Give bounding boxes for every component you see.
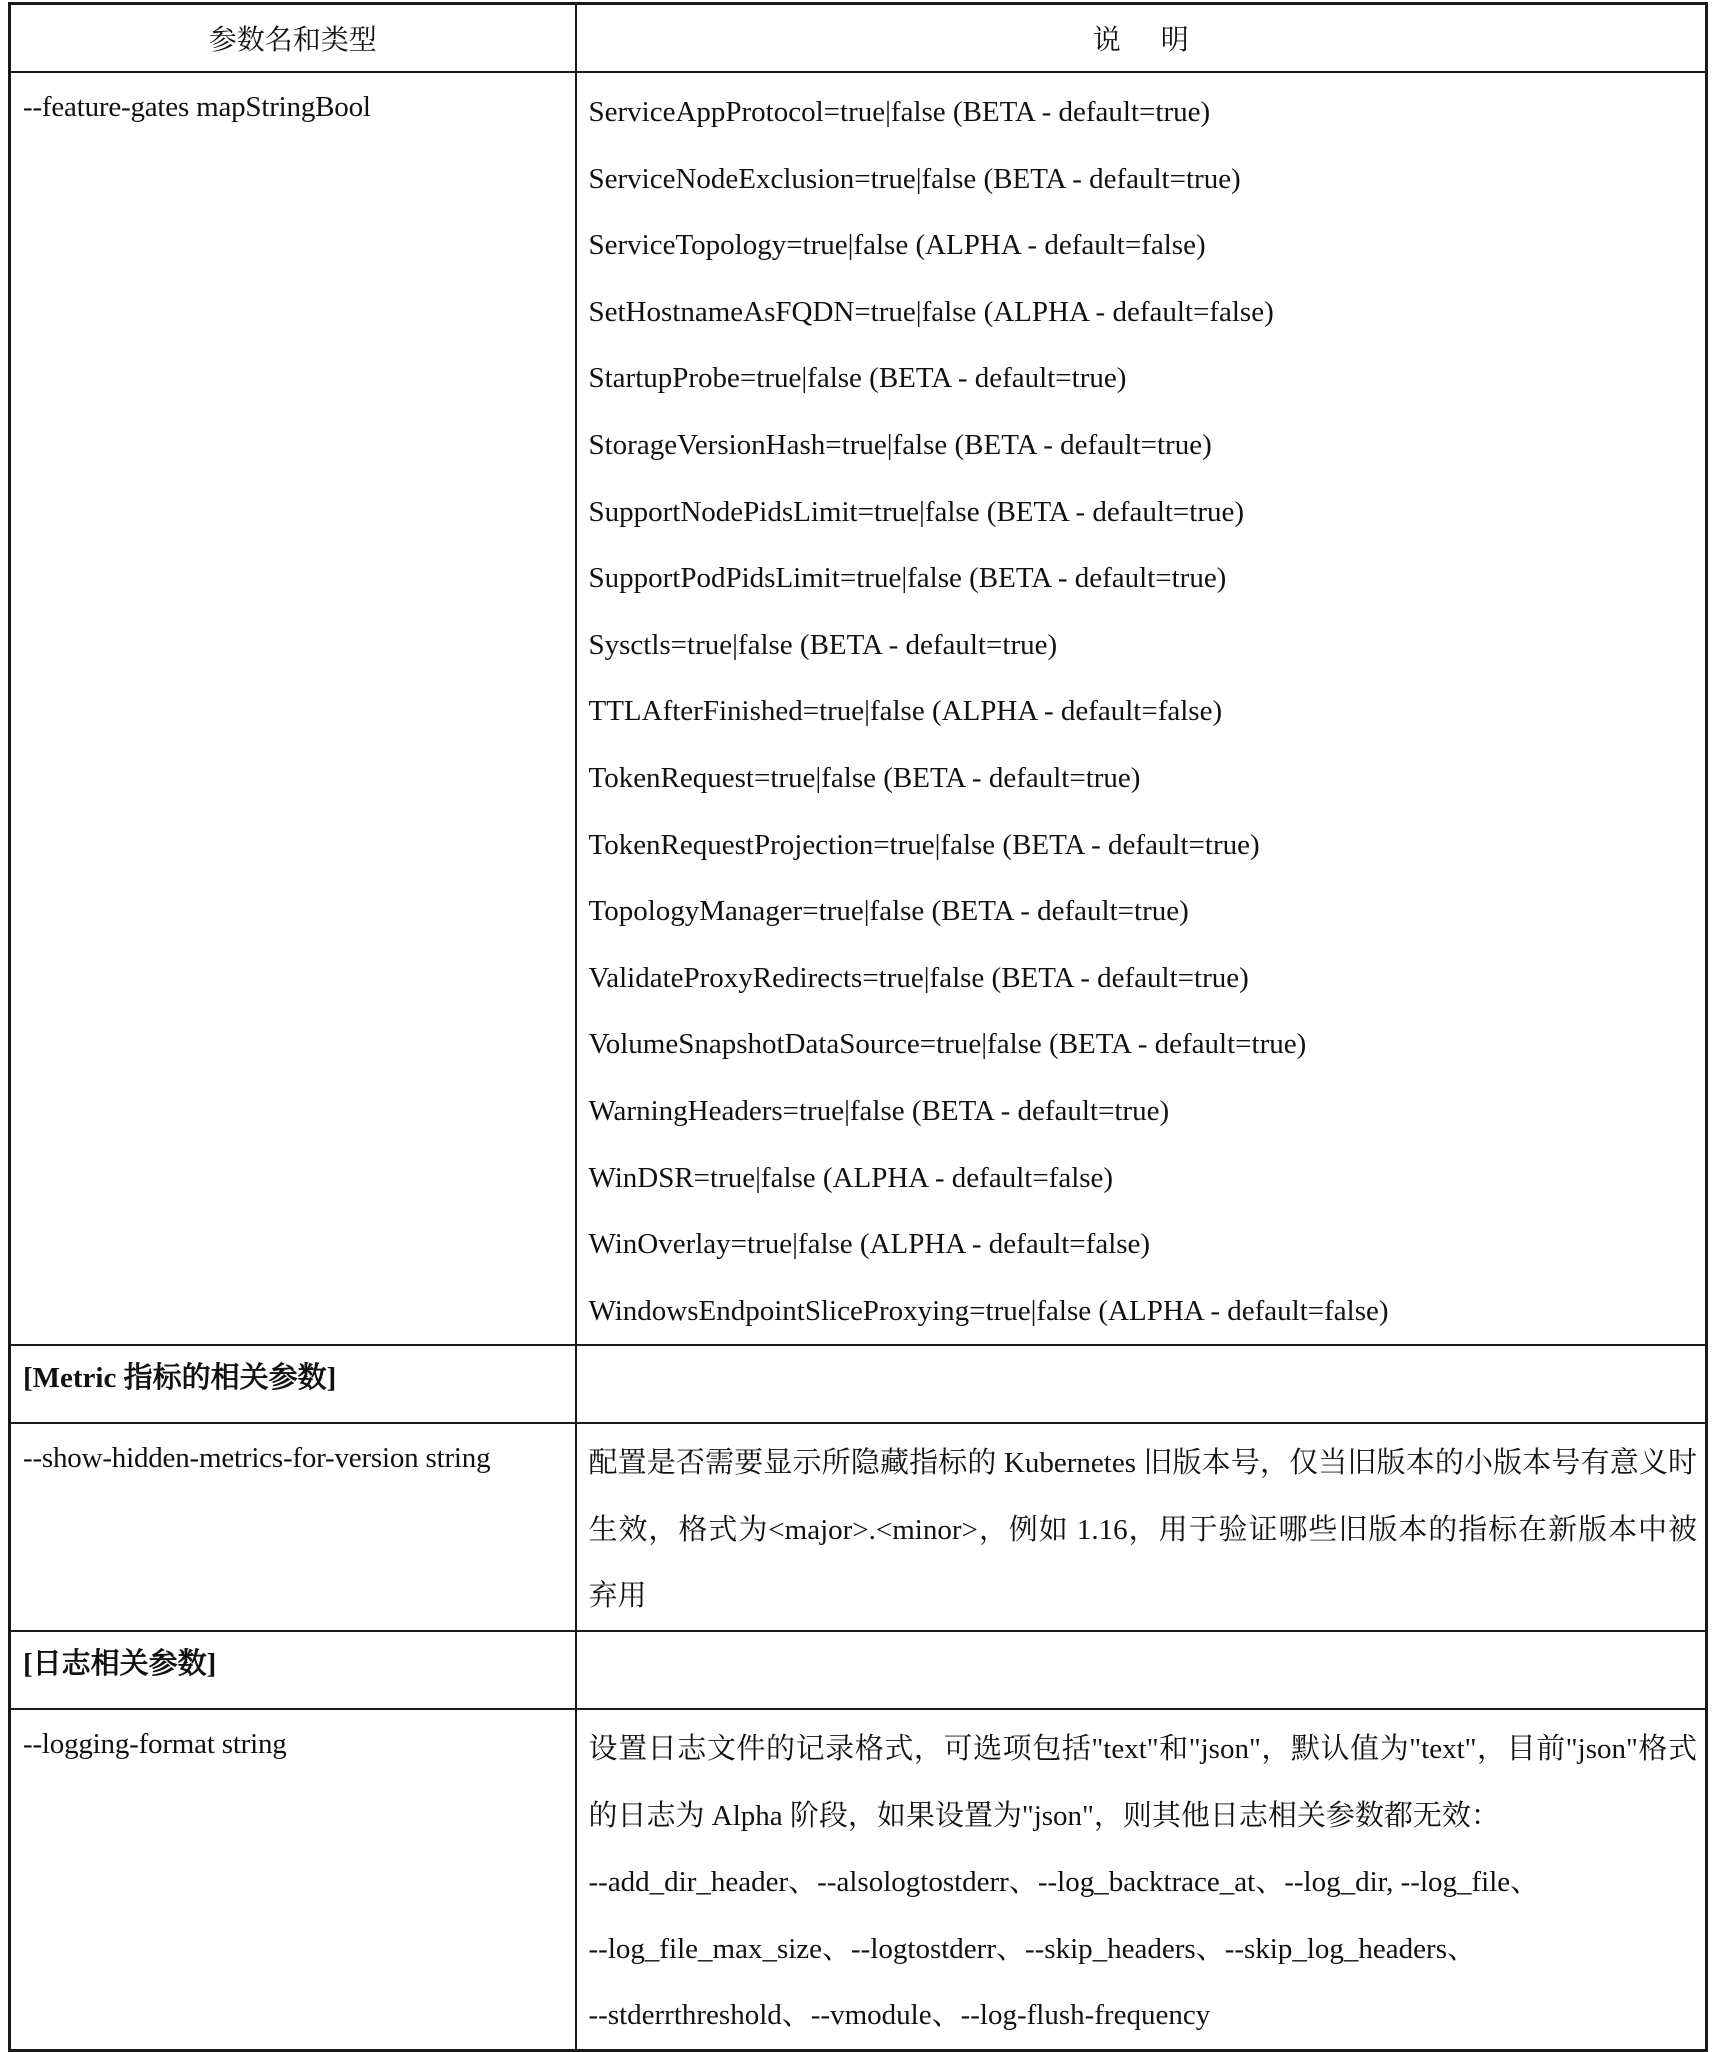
feature-gate-line: ServiceNodeExclusion=true|false (BETA - default=true) [588,162,1241,195]
table-row [10,1709,1707,2050]
feature-gate-line: ValidateProxyRedirects=true|false (BETA - default=true) [588,961,1249,994]
table-row [10,72,1707,1345]
feature-gate-line: TopologyManager=true|false (BETA - default=true) [588,895,1189,928]
feature-gate-line: Sysctls=true|false (BETA - default=true) [588,628,1058,661]
feature-gate-line: WinOverlay=true|false (ALPHA - default=false) [588,1228,1151,1261]
feature-gate-line: WarningHeaders=true|false (BETA - default=true) [588,1094,1170,1127]
feature-gate-line: StorageVersionHash=true|false (BETA - default=true) [588,428,1212,461]
feature-gate-line: WindowsEndpointSliceProxying=true|false (ALPHA - default=false) [588,1294,1389,1327]
description-text: 设置日志文件的记录格式，可选项包括"text"和"json"，默认值为"text"，目前"json"格式的日志为 Alpha 阶段，如果设置为"json"，则其他日志相关参数都无效： [588,1733,1697,1832]
section-title-logging: [日志相关参数] [10,1631,576,1709]
table-row [10,1423,1707,1631]
feature-gate-line: StartupProbe=true|false (BETA - default=true) [588,362,1127,395]
param-desc-logging-format [576,1709,1707,2050]
section-row-logging [10,1631,1707,1709]
feature-gate-line: ServiceAppProtocol=true|false (BETA - default=true) [588,96,1211,128]
logging-flags-line: --stderrthreshold、--vmodule、--log-flush-frequency [588,1999,1211,2032]
section-empty-cell [576,1345,1707,1423]
logging-flags-line: --add_dir_header、--alsologtostderr、--log_backtrace_at、--log_dir, --log_file、 [588,1866,1540,1899]
header-description: 说明 [576,4,1707,73]
feature-gate-line: TokenRequest=true|false (BETA - default=true) [588,761,1141,794]
param-desc-feature-gates [576,72,1707,1345]
header-row [10,4,1707,73]
feature-gate-line: ServiceTopology=true|false (ALPHA - default=false) [588,229,1206,262]
feature-gate-line: TTLAfterFinished=true|false (ALPHA - default=false) [588,695,1223,728]
section-row-metric [10,1345,1707,1423]
description-text: 配置是否需要显示所隐藏指标的 Kubernetes 旧版本号，仅当旧版本的小版本号有意义时生效，格式为<major>.<minor>，例如 1.16，用于验证哪些旧版本的指标在新版本中被弃用 [588,1447,1697,1613]
section-title-metric: [Metric 指标的相关参数] [10,1345,576,1423]
param-name-show-hidden-metrics: --show-hidden-metrics-for-version string [10,1423,576,1631]
feature-gate-line: SetHostnameAsFQDN=true|false (ALPHA - default=false) [588,295,1274,328]
header-name: 参数名和类型 [10,4,576,73]
feature-gate-line: VolumeSnapshotDataSource=true|false (BETA - default=true) [588,1028,1307,1061]
feature-gate-line: TokenRequestProjection=true|false (BETA - default=true) [588,828,1260,861]
parameter-table [8,2,1708,2052]
feature-gate-line: WinDSR=true|false (ALPHA - default=false) [588,1161,1114,1194]
param-desc-show-hidden-metrics [576,1423,1707,1631]
feature-gate-line: SupportNodePidsLimit=true|false (BETA - default=true) [588,495,1245,528]
logging-flags-line: --log_file_max_size、--logtostderr、--skip_headers、--skip_log_headers、 [588,1932,1476,1965]
param-name-feature-gates: --feature-gates mapStringBool [10,72,576,1345]
param-name-logging-format: --logging-format string [10,1709,576,2050]
feature-gate-line: SupportPodPidsLimit=true|false (BETA - default=true) [588,562,1227,595]
section-empty-cell [576,1631,1707,1709]
